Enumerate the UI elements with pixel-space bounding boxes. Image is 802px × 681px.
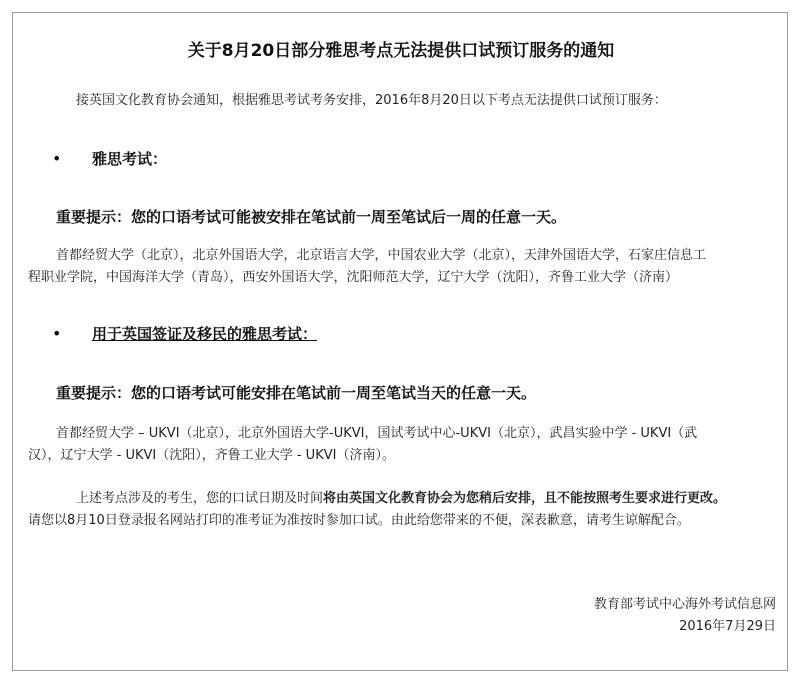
- section2-heading-row: [52, 323, 317, 344]
- bullet-dot-icon: •: [52, 149, 62, 168]
- section2-venues-line1: 首都经贸大学 – UKVI（北京），北京外国语大学-UKVI，国试考试中心-UKVI（北京），武昌实验中学 - UKVI（武: [56, 426, 698, 441]
- bullet-dot-icon: •: [52, 324, 62, 343]
- section1-heading-row: [52, 148, 167, 169]
- closing-line2: 请您以8月10日登录报名网站打印的准考证为准按时参加口试。由此给您带来的不便，深表歉意，请考生谅解配合。: [28, 513, 690, 528]
- closing-line1: [28, 488, 780, 510]
- section1-venues-line1: 首都经贸大学（北京），北京外国语大学，北京语言大学，中国农业大学（北京），天津外国语大学，石家庄信息工: [56, 248, 707, 263]
- section2-heading: 用于英国签证及移民的雅思考试：: [92, 325, 318, 343]
- signature-date: 2016年7月29日: [679, 619, 776, 634]
- closing-part2-bold: 将由英国文化教育协会为您稍后安排，且不能按照考生要求进行更改。: [323, 491, 727, 506]
- section2-notice: 重要提示：您的口语考试可能安排在笔试前一周至笔试当天的任意一天。: [56, 384, 537, 402]
- signature-org: 教育部考试中心海外考试信息网: [593, 597, 776, 612]
- section1-notice: 重要提示：您的口语考试可能被安排在笔试前一周至笔试后一周的任意一天。: [56, 208, 567, 226]
- page-title: 关于8月20日部分雅思考点无法提供口试预订服务的通知: [187, 41, 615, 61]
- intro-paragraph: 接英国文化教育协会通知，根据雅思考试考务安排，2016年8月20日以下考点无法提供口试预订服务：: [76, 93, 667, 108]
- section1-heading: 雅思考试：: [92, 150, 168, 168]
- closing-paragraph: [28, 488, 780, 532]
- closing-part1: 上述考点涉及的考生，您的口试日期及时间: [76, 491, 324, 506]
- section1-venues-line2: 程职业学院，中国海洋大学（青岛），西安外国语大学，沈阳师范大学，辽宁大学（沈阳），齐鲁工业大学（济南）: [28, 270, 679, 285]
- section1-venues: [28, 245, 780, 289]
- section2-venues-line2: 汉），辽宁大学 - UKVI（沈阳），齐鲁工业大学 - UKVI（济南）。: [28, 448, 395, 463]
- signature: [594, 594, 776, 638]
- section2-venues: [28, 423, 780, 467]
